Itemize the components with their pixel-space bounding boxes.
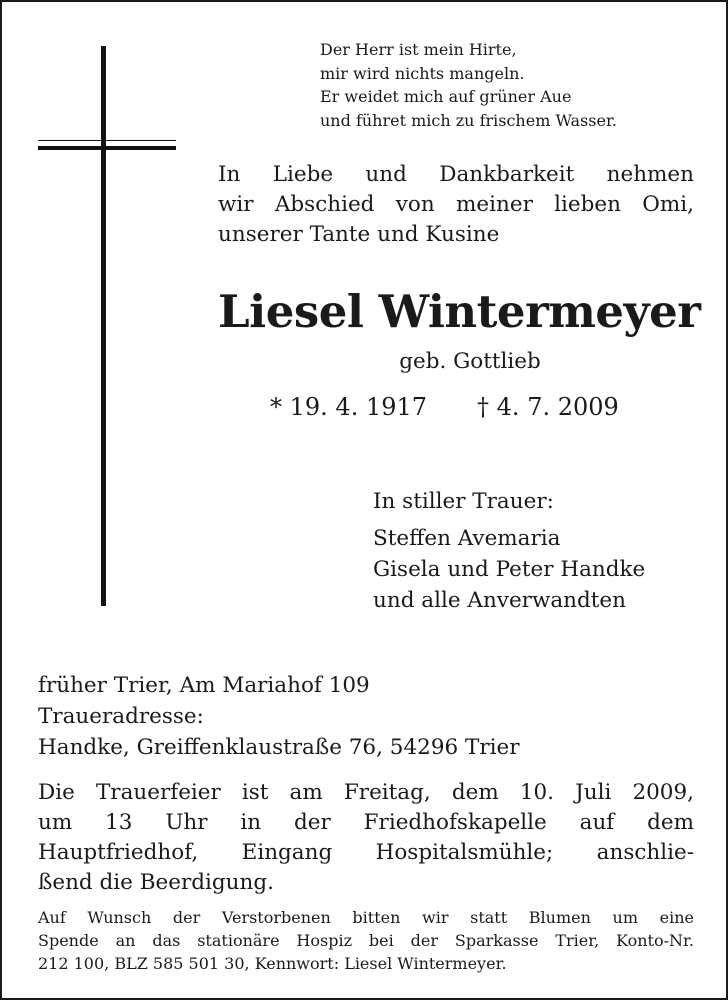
ceremony-info — [38, 778, 694, 898]
ceremony-line: Hauptfriedhof, Eingang Hospitalsmühle; anschlie- — [38, 840, 694, 865]
mourners-heading: In stiller Trauer: — [373, 489, 554, 514]
birth-name: geb. Gottlieb — [399, 349, 541, 374]
mourning-address: Handke, Greiffenklaustraße 76, 54296 Trier — [38, 735, 520, 760]
mourner-name: Gisela und Peter Handke — [373, 557, 646, 582]
life-dates — [270, 392, 619, 422]
former-address: früher Trier, Am Mariahof 109 — [38, 673, 370, 698]
mourners-block — [373, 486, 645, 616]
latin-cross-icon — [38, 46, 176, 608]
birth-date: * 19. 4. 1917 — [270, 393, 428, 421]
request-line: Auf Wunsch der Verstorbenen bitten wir statt Blumen um eine — [38, 908, 694, 927]
ceremony-line: um 13 Uhr in der Friedhofskapelle auf dem — [38, 810, 694, 835]
request-line: 212 100, BLZ 585 501 30, Kennwort: Liesel Wintermeyer. — [38, 954, 507, 973]
ceremony-line: ßend die Beerdigung. — [38, 870, 274, 895]
death-date: † 4. 7. 2009 — [477, 393, 619, 421]
donation-request — [38, 906, 694, 975]
psalm-line: und führet mich zu frischem Wasser. — [320, 110, 617, 130]
mourner-name: und alle Anverwandten — [373, 588, 626, 613]
psalm-line: Er weidet mich auf grüner Aue — [320, 87, 572, 106]
ceremony-line: Die Trauerfeier ist am Freitag, dem 10. Juli 2009, — [38, 780, 694, 805]
psalm-line: mir wird nichts mangeln. — [320, 63, 525, 83]
intro-line: wir Abschied von meiner lieben Omi, — [218, 192, 694, 217]
request-line: Spende an das stationäre Hospiz bei der Sparkasse Trier, Konto-Nr. — [38, 931, 694, 950]
address-block — [38, 670, 694, 763]
mourning-address-label: Traueradresse: — [38, 704, 204, 729]
intro-text — [218, 160, 694, 250]
intro-line: unserer Tante und Kusine — [218, 222, 500, 247]
psalm-verse — [320, 38, 720, 132]
intro-line: In Liebe und Dankbarkeit nehmen — [218, 162, 694, 187]
deceased-name: Liesel Wintermeyer — [218, 285, 701, 338]
mourner-name: Steffen Avemaria — [373, 526, 561, 551]
psalm-line: Der Herr ist mein Hirte, — [320, 40, 517, 59]
